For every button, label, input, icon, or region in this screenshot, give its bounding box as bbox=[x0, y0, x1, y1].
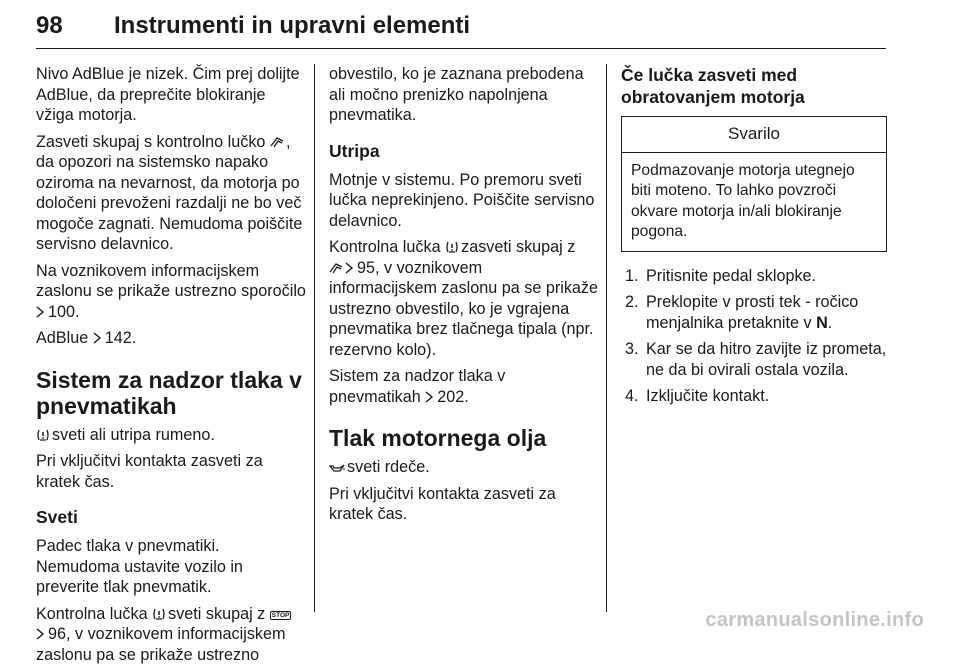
steps-list bbox=[621, 266, 887, 407]
watermark: carmanualsonline.info bbox=[705, 609, 924, 631]
heading-engine-running: Če lučka zasveti med obratovanjem motorja bbox=[621, 65, 805, 107]
page-reference[interactable]: 202. bbox=[437, 387, 469, 406]
warning-box bbox=[621, 116, 887, 252]
column-divider bbox=[606, 64, 607, 612]
paragraph: Sistem za nadzor tlaka v pnevmatikah 202. bbox=[329, 367, 506, 406]
paragraph: Pri vključitvi kontakta zasveti za kratek čas. bbox=[36, 452, 263, 491]
list-item: 4. Izključite kontakt. bbox=[625, 387, 770, 405]
paragraph: Padec tlaka v pnevmatiki. Nemudoma ustavite vozilo in preverite tlak pnevmatik. bbox=[36, 537, 243, 596]
paragraph: AdBlue 142. bbox=[36, 329, 137, 347]
warning-body: Podmazovanje motorja utegnejo biti moteno. To lahko povzroči okvare motorja in/ali blokiranje pogona. bbox=[631, 161, 855, 240]
page-reference[interactable]: 142. bbox=[104, 329, 137, 347]
page-reference[interactable]: 100. bbox=[48, 302, 80, 321]
page-header bbox=[36, 4, 886, 49]
heading-oil-pressure: Tlak motornega olja bbox=[329, 425, 547, 451]
oil-can-icon bbox=[329, 460, 345, 474]
page-reference[interactable]: 96, v voznikovem informacijskem bbox=[48, 625, 286, 643]
cross-reference-icon bbox=[345, 262, 354, 274]
paragraph: Kontrolna lučka zasveti skupaj z 95, v voznikovem informacijskem zaslonu pa se prikaže ustrezno obvestilo, ko je vgrajena pnevmatika brez tlačnega tipala (npr. rezervno kolo). bbox=[329, 238, 599, 359]
tire-pressure-icon bbox=[36, 428, 50, 442]
paragraph: Nivo AdBlue je nizek. Čim prej dolijte AdBlue, da preprečite blokiranje vžiga motorja. bbox=[36, 65, 300, 124]
engine-exhaust-icon bbox=[270, 135, 284, 149]
list-item: 2. Preklopite v prosti tek - ročico menjalnika pretaknite v N. bbox=[625, 293, 859, 332]
cross-reference-icon bbox=[36, 306, 45, 318]
paragraph: sveti rdeče. bbox=[329, 457, 595, 478]
column-divider bbox=[314, 64, 315, 612]
cross-reference-icon bbox=[93, 332, 102, 344]
warning-title: Svarilo bbox=[622, 117, 886, 153]
paragraph: Zasveti skupaj s kontrolno lučko , da opozori na sistemsko napako oziroma na nevarnost, da motorja po določeni prevoženi razdalji ne bo več mogoče zagnati. Nemudoma poiščite servisno delavnico. bbox=[36, 132, 303, 253]
paragraph: Motnje v sistemu. Po premoru sveti lučka neprekinjeno. Poiščite servisno delavnico. bbox=[329, 170, 595, 230]
list-item: 1. Pritisnite pedal sklopke. bbox=[625, 266, 817, 285]
engine-exhaust-icon bbox=[329, 261, 343, 275]
cross-reference-icon bbox=[425, 391, 434, 403]
page-reference[interactable]: 95, v voznikovem bbox=[357, 258, 483, 277]
section-title: Instrumenti in upravni elementi bbox=[114, 12, 471, 39]
column-1 bbox=[36, 64, 306, 671]
column-3 bbox=[621, 64, 887, 413]
column-2 bbox=[329, 64, 599, 531]
heading-utripa: Utripa bbox=[329, 140, 380, 161]
paragraph: sveti ali utripa rumeno. bbox=[36, 425, 302, 446]
paragraph: obvestilo, ko je zaznana prebodena ali močno prenizko napolnjena pnevmatika. bbox=[329, 65, 584, 124]
paragraph: Kontrolna lučka sveti skupaj z STOP 96, v voznikovem informacijskem zaslonu pa se prikaže ustrezno bbox=[36, 604, 290, 664]
list-item: 3. Kar se da hitro zavijte iz prometa, ne da bi ovirali ostala vozila. bbox=[625, 340, 887, 379]
heading-sveti: Sveti bbox=[36, 507, 78, 527]
heading-tpms: Sistem za nadzor tlaka v pnevmatikah bbox=[36, 366, 302, 419]
stop-icon: STOP bbox=[271, 611, 290, 619]
paragraph: Pri vključitvi kontakta zasveti za kratek čas. bbox=[329, 484, 556, 523]
paragraph: Na voznikovem informacijskem zaslonu se prikaže ustrezno sporočilo 100. bbox=[36, 261, 306, 321]
tire-pressure-icon bbox=[445, 240, 459, 254]
page-number: 98 bbox=[36, 12, 63, 39]
